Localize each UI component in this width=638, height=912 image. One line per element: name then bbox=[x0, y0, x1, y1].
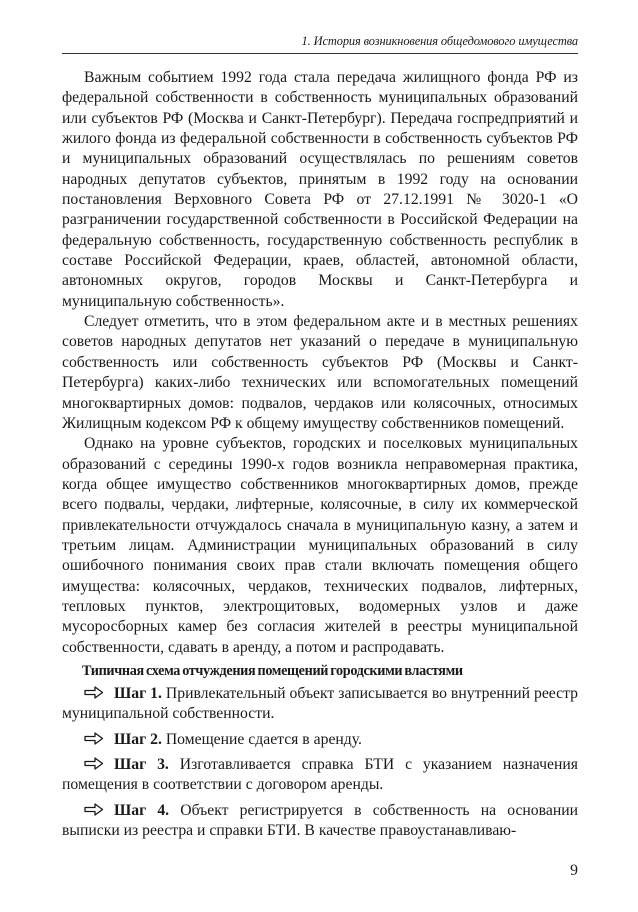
right-arrow-outline-icon bbox=[84, 803, 104, 816]
page-body bbox=[62, 68, 578, 846]
step-label: Шаг 4. bbox=[114, 801, 170, 819]
step-text: Помещение сдается в аренду. bbox=[165, 730, 362, 748]
step-text: Изготавливается справка БТИ с указанием назначения помещения в соответствии с договором аренды. bbox=[62, 756, 579, 794]
step-item bbox=[62, 684, 578, 725]
paragraph: Однако на уровне субъектов, городских и поселковых муниципальных образований с середины 1990-х годов возникла неправомерная практика, когда общее имущество собственников многоквартирных домов, прежде всего подвалы, чердаки, лифтерные, колясочные, в силу их коммерческой привлекательности отчуждалось сначала в муниципальную казну, а затем и третьим лицам. Администрации муниципальных образований в силу ошибочного понимания своих прав стали включать помещения общего имущества: колясочных, чердаков, технических подвалов, лифтерных, тепловых пунктов, электрощитовых, водомерных узлов и даже мусоросборных камер без согласия жителей в реестры муниципальной собственности, сдавать в аренду, а потом и распродавать. bbox=[62, 435, 578, 656]
right-arrow-outline-icon bbox=[84, 686, 104, 699]
step-text: Объект регистрируется в собственность на основании выписки из реестра и справки БТИ. В качестве правоустанавливаю- bbox=[62, 801, 578, 840]
header-rule bbox=[62, 53, 578, 54]
right-arrow-outline-icon bbox=[84, 732, 104, 745]
page-number: 9 bbox=[570, 862, 578, 879]
step-item bbox=[62, 730, 578, 750]
book-page bbox=[62, 0, 578, 912]
step-item bbox=[62, 801, 578, 842]
step-item bbox=[62, 755, 578, 796]
right-arrow-outline-icon bbox=[84, 757, 104, 770]
step-label: Шаг 3. bbox=[114, 756, 169, 773]
running-header: 1. История возникновения общедомового имущества bbox=[301, 34, 578, 48]
paragraph: Следует отметить, что в этом федеральном акте и в местных решениях советов народных депутатов нет указаний о передаче в муниципальную собственность или собственность субъектов РФ (Москвы и Санкт-Петербурга) каких-либо технических или вспомогательных помещений многоквартирных домов: подвалов, чердаков или колясочных, относимых Жилищным кодексом РФ к общему имуществу собственников помещений. bbox=[62, 313, 578, 432]
paragraph: Важным событием 1992 года стала передача жилищного фонда РФ из федеральной собственности в собственность муниципальных образований или субъектов РФ (Москва и Санкт-Петербург). Передача госпредприятий и жилого фонда из федеральной собственности в собственность субъектов РФ и муниципальных образований осуществлялась по решениям советов народных депутатов субъектов, принятым в 1992 году на основании постановления Верховного Совета РФ от 27.12.1991 № 3020-1 «О разграничении государственной собственности в Российской Федерации на федеральную собственность, государственную собственность республик в составе Российской Федерации, краев, областей, автономной области, автономных округов, городов Москвы и Санкт-Петербурга и муниципальную собственность». bbox=[62, 69, 578, 310]
scheme-heading: Типичная схема отчуждения помещений городскими властями bbox=[82, 662, 463, 679]
step-label: Шаг 2. bbox=[114, 730, 162, 748]
step-label: Шаг 1. bbox=[114, 684, 162, 702]
step-text: Привлекательный объект записывается во внутренний реестр муниципальной собственности. bbox=[62, 684, 578, 723]
